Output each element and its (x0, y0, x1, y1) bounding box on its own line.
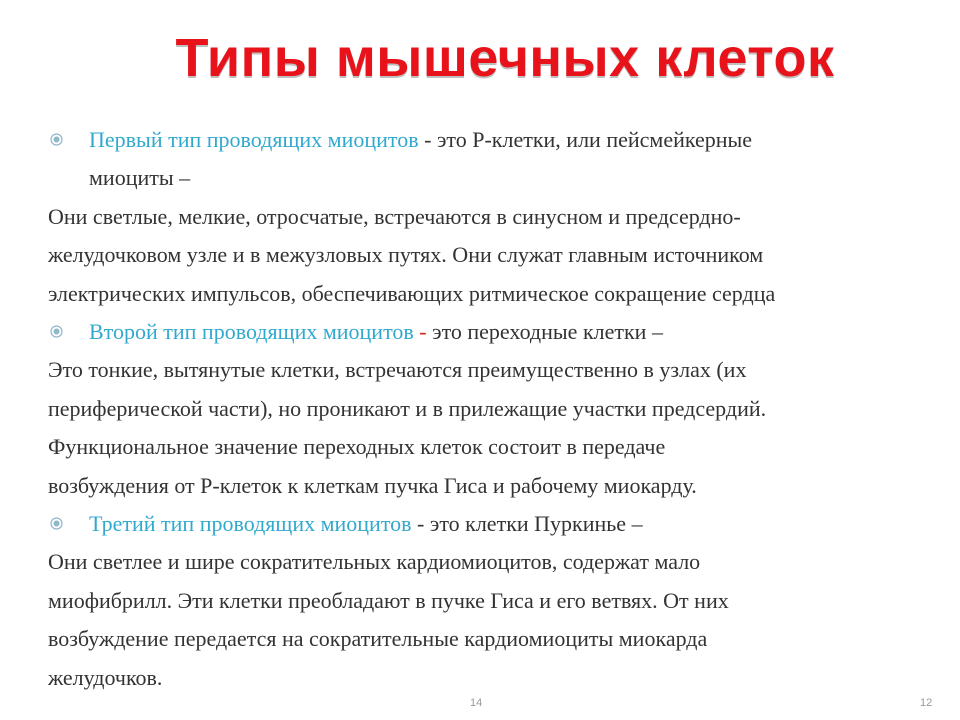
item-2-desc: это переходные клетки – (432, 319, 663, 345)
bullet-item-1 (48, 121, 948, 159)
item-1-body-line-1: Они светлые, мелкие, отросчатые, встречаются в синусном и предсердно- (48, 203, 741, 229)
bullseye-icon (50, 517, 63, 530)
item-2-heading: Второй тип проводящих миоцитов (89, 319, 414, 345)
item-2-body-line-1: Это тонкие, вытянутые клетки, встречаются преимущественно в узлах (их (48, 357, 747, 383)
bullseye-icon (50, 325, 63, 338)
item-1-sep: - (418, 127, 437, 152)
item-2-body-line-4: возбуждения от Р-клеток к клеткам пучка Гиса и рабочему миокарду. (48, 472, 697, 498)
item-3-body-line-1: Они светлее и шире сократительных кардиомиоцитов, содержат мало (48, 549, 701, 575)
page-number-center: 14 (470, 697, 483, 709)
slide-title: Типы мышечных клеток (175, 28, 835, 88)
item-3-heading: Третий тип проводящих миоцитов (89, 511, 412, 537)
item-3-body-line-4: желудочков. (48, 664, 163, 690)
item-2-sep: - (413, 319, 433, 345)
bullet-item-2 (48, 313, 948, 351)
item-3-body-line-2: миофибрилл. Эти клетки преобладают в пучке Гиса и его ветвях. От них (48, 587, 729, 613)
item-2-body-line-3: Функциональное значение переходных клеток состоит в передаче (48, 434, 666, 460)
item-1-body-line-3: электрических импульсов, обеспечивающих ритмическое сокращение сердца (48, 280, 776, 306)
item-1-body-line-2: желудочковом узле и в межузловых путях. Они служат главным источником (48, 242, 764, 268)
item-1-desc-cont: миоциты – (89, 165, 191, 191)
item-2-body-line-2: периферической части), но проникают и в прилежащие участки предсердий. (48, 395, 767, 421)
bullseye-icon (50, 133, 63, 146)
item-3-sep: - (411, 511, 430, 537)
bullet-item-3 (48, 505, 948, 543)
item-3-desc: это клетки Пуркинье – (429, 511, 643, 537)
page-number-right: 12 (920, 697, 933, 709)
item-1-heading: Первый тип проводящих миоцитов (89, 127, 419, 152)
item-3-body-line-3: возбуждение передается на сократительные кардиомиоциты миокарда (48, 626, 708, 652)
item-1-desc: это Р-клетки, или пейсмейкерные (436, 127, 753, 152)
slide-content (48, 121, 948, 697)
